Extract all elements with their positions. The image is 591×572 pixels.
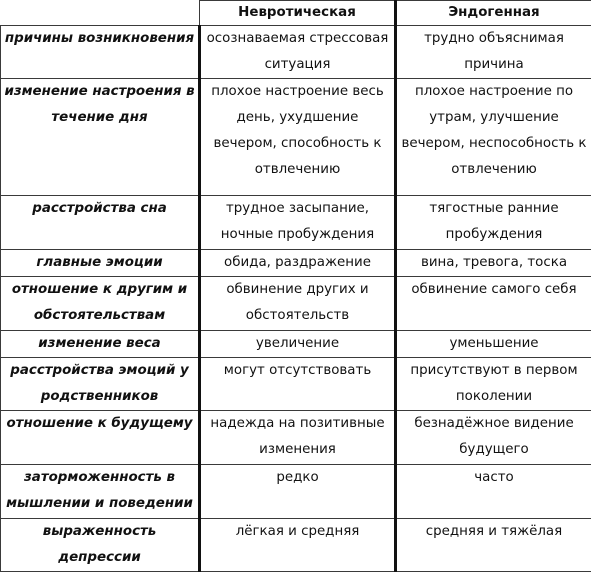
table-row — [1, 519, 591, 572]
row-neurotic: осознаваемая стрессовая ситуация — [200, 26, 396, 79]
table-header-row — [1, 1, 591, 26]
row-endogenous: тягостные ранние пробуждения — [396, 196, 591, 250]
row-criterion: причины возникновения — [1, 26, 200, 79]
row-endogenous: уменьшение — [396, 331, 591, 358]
table-row — [1, 331, 591, 358]
row-endogenous: часто — [396, 465, 591, 519]
table-row — [1, 358, 591, 411]
row-endogenous: безнадёжное видение будущего — [396, 411, 591, 465]
row-criterion: расстройства эмоций у родственников — [1, 358, 200, 411]
row-neurotic: лёгкая и средняя — [200, 519, 396, 572]
row-endogenous: средняя и тяжёлая — [396, 519, 591, 572]
row-neurotic: редко — [200, 465, 396, 519]
row-neurotic: плохое настроение весь день, ухудшение вечером, способность к отвлечению — [200, 79, 396, 196]
row-neurotic: могут отсутствовать — [200, 358, 396, 411]
row-criterion: изменение настроения в течение дня — [1, 79, 200, 196]
table-row — [1, 465, 591, 519]
table-row — [1, 196, 591, 250]
row-neurotic: надежда на позитивные изменения — [200, 411, 396, 465]
row-endogenous: трудно объяснимая причина — [396, 26, 591, 79]
row-neurotic: обвинение других и обстоятельств — [200, 277, 396, 331]
table-row — [1, 79, 591, 196]
row-neurotic: трудное засыпание, ночные пробуждения — [200, 196, 396, 250]
header-endogenous: Эндогенная — [396, 1, 591, 26]
row-endogenous: плохое настроение по утрам, улучшение вечером, неспособность к отвлечению — [396, 79, 591, 196]
row-criterion: выраженность депрессии — [1, 519, 200, 572]
table-row — [1, 250, 591, 277]
row-criterion: расстройства сна — [1, 196, 200, 250]
header-neurotic: Невротическая — [200, 1, 396, 26]
table-row — [1, 277, 591, 331]
row-endogenous: присутствуют в первом поколении — [396, 358, 591, 411]
row-endogenous: обвинение самого себя — [396, 277, 591, 331]
row-criterion: главные эмоции — [1, 250, 200, 277]
table-row — [1, 26, 591, 79]
row-endogenous: вина, тревога, тоска — [396, 250, 591, 277]
header-criterion — [1, 1, 200, 26]
table-row — [1, 411, 591, 465]
row-criterion: заторможенность в мышлении и поведении — [1, 465, 200, 519]
row-criterion: изменение веса — [1, 331, 200, 358]
row-neurotic: обида, раздражение — [200, 250, 396, 277]
row-neurotic: увеличение — [200, 331, 396, 358]
row-criterion: отношение к другим и обстоятельствам — [1, 277, 200, 331]
row-criterion: отношение к будущему — [1, 411, 200, 465]
